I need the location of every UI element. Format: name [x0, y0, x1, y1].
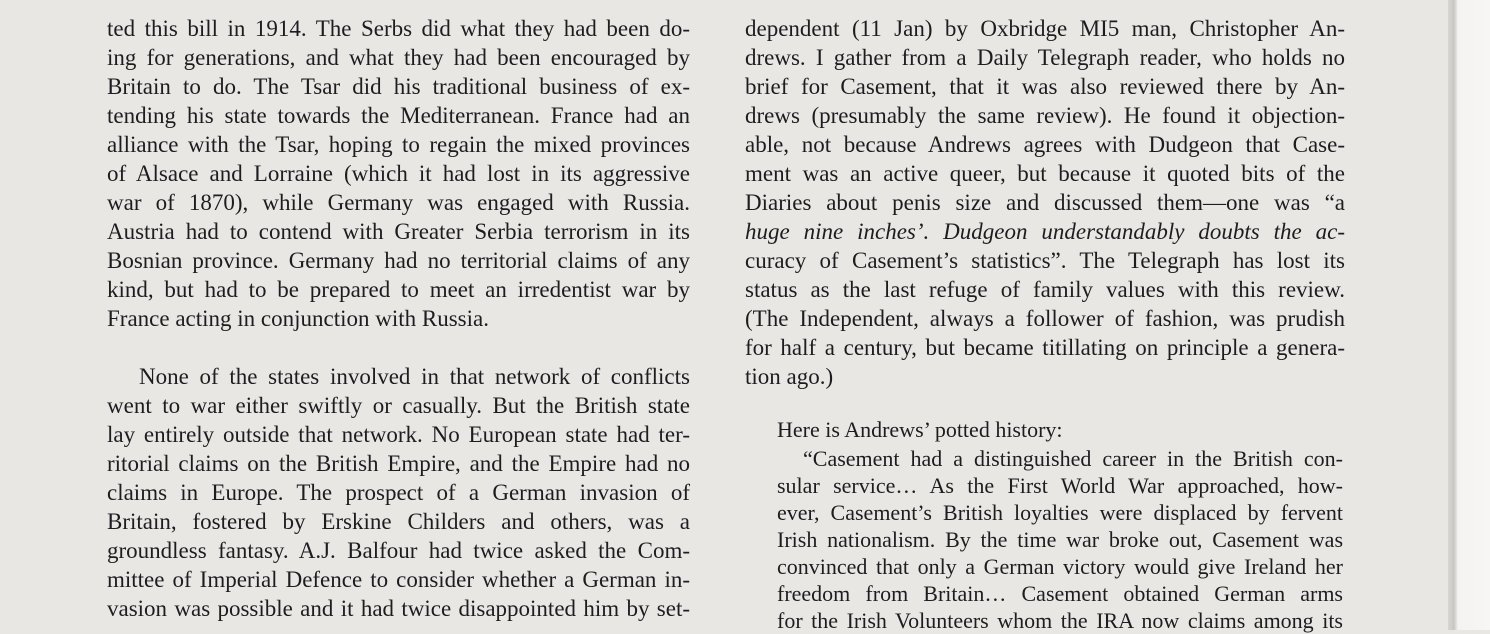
left-paragraph-1	[107, 14, 690, 333]
text-line: kind, but had to be prepared to meet an irredentist war by	[107, 277, 690, 302]
right-paragraph	[745, 14, 1345, 391]
text-line: ing for generations, and what they had been encouraged by	[107, 45, 690, 70]
quote-line: sular service… As the First World War approached, how-	[777, 473, 1343, 498]
text-line: France acting in conjunction with Russia.	[107, 306, 489, 331]
quote-line: “Casement had a distinguished career in the British con-	[803, 446, 1343, 471]
text-line: dependent (11 Jan) by Oxbridge MI5 man, Christopher An-	[745, 16, 1345, 41]
text-line: Bosnian province. Germany had no territorial claims of any	[107, 248, 690, 273]
text-line: vasion was possible and it had twice disappointed him by set-	[107, 596, 690, 621]
text-line: war of 1870), while Germany was engaged with Russia.	[107, 190, 690, 215]
potted-history-quote	[777, 416, 1343, 634]
text-line: Austria had to contend with Greater Serbia terrorism in its	[107, 219, 690, 244]
quote-line: convinced that only a German victory would give Ireland her	[777, 554, 1343, 579]
text-line: curacy of Casement’s statistics”. The Telegraph has lost its	[745, 248, 1345, 273]
text-line: ritorial claims on the British Empire, and the Empire had no	[107, 451, 690, 476]
text-line: status as the last refuge of family values with this review.	[745, 277, 1345, 302]
text-line: tion ago.)	[745, 364, 834, 389]
text-line: able, not because Andrews agrees with Dudgeon that Case-	[745, 132, 1345, 157]
text-line: None of the states involved in that network of conflicts	[139, 364, 690, 389]
text-line: huge nine inches’. Dudgeon understandably doubts the ac-	[745, 219, 1345, 244]
text-line: tending his state towards the Mediterranean. France had an	[107, 103, 690, 128]
text-line: of Alsace and Lorraine (which it had lost in its aggressive	[107, 161, 690, 186]
right-column	[745, 0, 1345, 391]
text-line: went to war either swiftly or casually. But the British state	[107, 393, 690, 418]
text-line: (The Independent, always a follower of fashion, was prudish	[745, 306, 1345, 331]
quote-line: Irish nationalism. By the time war broke out, Casement was	[777, 527, 1343, 552]
quote-line: ever, Casement’s British loyalties were displaced by fervent	[777, 500, 1343, 525]
cut-off-top-line	[745, 0, 1345, 14]
quote-line: for the Irish Volunteers whom the IRA now claims among its	[777, 608, 1343, 633]
text-line: drews. I gather from a Daily Telegraph reader, who holds no	[745, 45, 1345, 70]
left-paragraph-2	[107, 362, 690, 623]
quote-line: freedom from Britain… Casement obtained German arms	[777, 581, 1343, 606]
text-line: claims in Europe. The prospect of a German invasion of	[107, 480, 690, 505]
text-line: mittee of Imperial Defence to consider whether a German in-	[107, 567, 690, 592]
text-line: ted this bill in 1914. The Serbs did what they had been do-	[107, 16, 690, 41]
text-line: for half a century, but became titillating on principle a genera-	[745, 335, 1345, 360]
text-line: ment was an active queer, but because it quoted bits of the	[745, 161, 1345, 186]
quote-intro: Here is Andrews’ potted history:	[777, 417, 1063, 442]
text-line: Diaries about penis size and discussed them—one was “a	[745, 190, 1345, 215]
text-line: Britain to do. The Tsar did his traditional business of ex-	[107, 74, 690, 99]
text-line: alliance with the Tsar, hoping to regain the mixed provinces	[107, 132, 690, 157]
text-line: groundless fantasy. A.J. Balfour had twice asked the Com-	[107, 538, 690, 563]
text-line: Britain, fostered by Erskine Childers and others, was a	[107, 509, 690, 534]
scan-page-edge	[1448, 0, 1490, 630]
cut-off-top-line	[107, 0, 690, 14]
text-line: drews (presumably the same review). He found it objection-	[745, 103, 1345, 128]
text-line: lay entirely outside that network. No European state had ter-	[107, 422, 690, 447]
left-column	[107, 0, 690, 623]
text-line: brief for Casement, that it was also reviewed there by An-	[745, 74, 1345, 99]
